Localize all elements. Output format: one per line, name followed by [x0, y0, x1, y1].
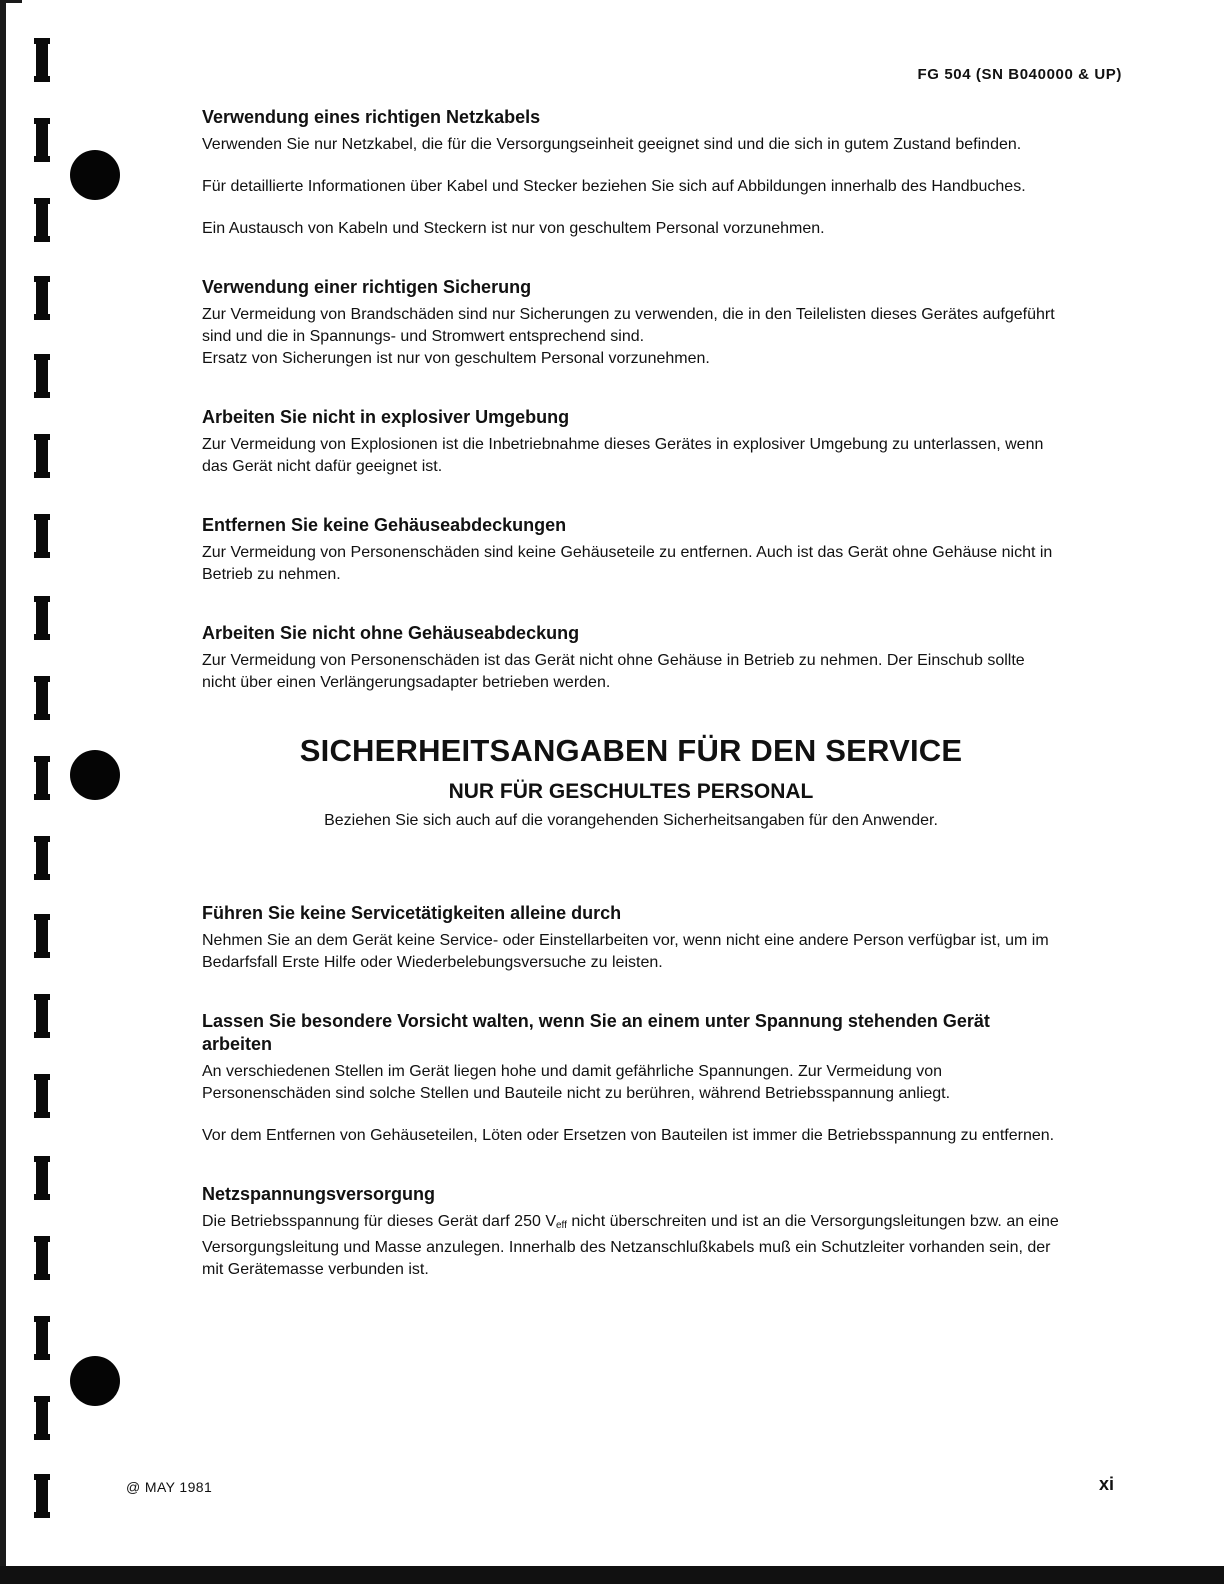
- binder-bar: [36, 836, 48, 880]
- scan-left-edge: [0, 0, 6, 1584]
- binder-bar: [36, 1316, 48, 1360]
- punch-hole: [70, 1356, 120, 1406]
- binder-bar: [36, 1474, 48, 1518]
- section-paragraph: An verschiedenen Stellen im Gerät liegen hohe und damit gefährliche Spannungen. Zur Vermeidung von Personenschäden sind solche Stellen und Bauteile nicht zu berühren, während Betriebsspannung anliegt.: [202, 1063, 951, 1102]
- punch-hole: [70, 150, 120, 200]
- binder-bar: [36, 596, 48, 640]
- section-paragraph: [202, 1211, 1060, 1281]
- binder-bar: [36, 994, 48, 1038]
- section-title: Verwendung einer richtigen Sicherung: [202, 277, 532, 297]
- binder-bar: [36, 1156, 48, 1200]
- binder-bar: [36, 1396, 48, 1440]
- section-title: Arbeiten Sie nicht in explosiver Umgebung: [202, 407, 570, 427]
- section-paragraph: Zur Vermeidung von Personenschäden ist das Gerät nicht ohne Gehäuse in Betrieb zu nehmen. Der Einschub sollte nicht über einen Verlängerungsadapter betrieben werden.: [202, 652, 1025, 691]
- section-paragraph: Nehmen Sie an dem Gerät keine Service- oder Einstellarbeiten vor, wenn nicht eine andere Person verfügbar ist, um im Bedarfsfall Erste Hilfe oder Wiederbelebungsversuche zu leisten.: [202, 932, 1049, 971]
- section-paragraph: Ersatz von Sicherungen ist nur von geschultem Personal vorzunehmen.: [202, 350, 710, 367]
- section-title: Netzspannungsversorgung: [202, 1184, 436, 1204]
- section-paragraph: Vor dem Entfernen von Gehäuseteilen, Löten oder Ersetzen von Bauteilen ist immer die Betriebsspannung zu entfernen.: [202, 1127, 1055, 1144]
- binder-bar: [36, 198, 48, 242]
- section-paragraph: Für detaillierte Informationen über Kabel und Stecker beziehen Sie sich auf Abbildungen innerhalb des Handbuches.: [202, 178, 1026, 195]
- binder-bar: [36, 434, 48, 478]
- binder-bar: [36, 354, 48, 398]
- binder-bar: [36, 1074, 48, 1118]
- section-sicherung: [202, 276, 1060, 370]
- document-code: FG 504 (SN B040000 & UP): [917, 66, 1122, 83]
- section-title: Arbeiten Sie nicht ohne Gehäuseabdeckung: [202, 623, 580, 643]
- section-unter-spannung: [202, 1010, 1060, 1147]
- service-note: Beziehen Sie sich auch auf die vorangehenden Sicherheitsangaben für den Anwender.: [324, 812, 938, 829]
- section-title: Verwendung eines richtigen Netzkabels: [202, 107, 541, 127]
- mains-text-end: nicht überschreiten und ist an die Versorgungsleitungen bzw. an eine Versorgungsleitung und Masse anzulegen. Innerhalb des Netzanschlußkabels muß ein Schutzleiter vorhanden sein, der mit Gerätemasse verbunden ist.: [202, 1213, 1059, 1278]
- section-title: Entfernen Sie keine Gehäuseabdeckungen: [202, 515, 567, 535]
- section-netzkabel: [202, 106, 1060, 240]
- binder-bar: [36, 1236, 48, 1280]
- section-paragraph: Zur Vermeidung von Brandschäden sind nur Sicherungen zu verwenden, die in den Teilelisten dieses Gerätes aufgeführt sind und die in Spannungs- und Stromwert entsprechend sind.: [202, 306, 1055, 345]
- service-subtitle: NUR FÜR GESCHULTES PERSONAL: [448, 780, 814, 803]
- binder-bar: [36, 118, 48, 162]
- scan-bottom-edge: [0, 1566, 1224, 1584]
- service-title: SICHERHEITSANGABEN FÜR DEN SERVICE: [299, 733, 963, 768]
- section-netzspannung: [202, 1183, 1060, 1281]
- page-content: [202, 106, 1060, 1281]
- punch-hole: [70, 750, 120, 800]
- section-ohne-gehaeuseabdeckung: [202, 622, 1060, 694]
- scan-corner-mark: [0, 0, 22, 3]
- binder-bar: [36, 514, 48, 558]
- section-gehaeuseabdeckungen: [202, 514, 1060, 586]
- voltage-subscript: eff: [555, 1220, 567, 1231]
- binder-bar: [36, 914, 48, 958]
- binder-bar: [36, 38, 48, 82]
- footer-date: @ MAY 1981: [126, 1479, 213, 1495]
- section-paragraph: Verwenden Sie nur Netzkabel, die für die Versorgungseinheit geeignet sind und die sich in gutem Zustand befinden.: [202, 136, 1022, 153]
- mains-text-start: Die Betriebsspannung für dieses Gerät darf 250 V: [202, 1213, 556, 1230]
- binder-bar: [36, 756, 48, 800]
- binder-bar: [36, 676, 48, 720]
- section-paragraph: Zur Vermeidung von Explosionen ist die Inbetriebnahme dieses Gerätes in explosiver Umgebung zu unterlassen, wenn das Gerät nicht dafür geeignet ist.: [202, 436, 1044, 475]
- section-explosive-umgebung: [202, 406, 1060, 478]
- section-nicht-alleine: [202, 902, 1060, 974]
- page-number: xi: [1098, 1474, 1114, 1494]
- section-paragraph: Zur Vermeidung von Personenschäden sind keine Gehäuseteile zu entfernen. Auch ist das Gerät ohne Gehäuse nicht in Betrieb zu nehmen.: [202, 544, 1053, 583]
- section-title: Lassen Sie besondere Vorsicht walten, wenn Sie an einem unter Spannung stehenden Gerät arbeiten: [202, 1011, 990, 1054]
- section-paragraph: Ein Austausch von Kabeln und Steckern ist nur von geschultem Personal vorzunehmen.: [202, 220, 825, 237]
- section-title: Führen Sie keine Servicetätigkeiten alleine durch: [202, 903, 622, 923]
- service-safety-heading: [202, 730, 1060, 832]
- binder-bar: [36, 276, 48, 320]
